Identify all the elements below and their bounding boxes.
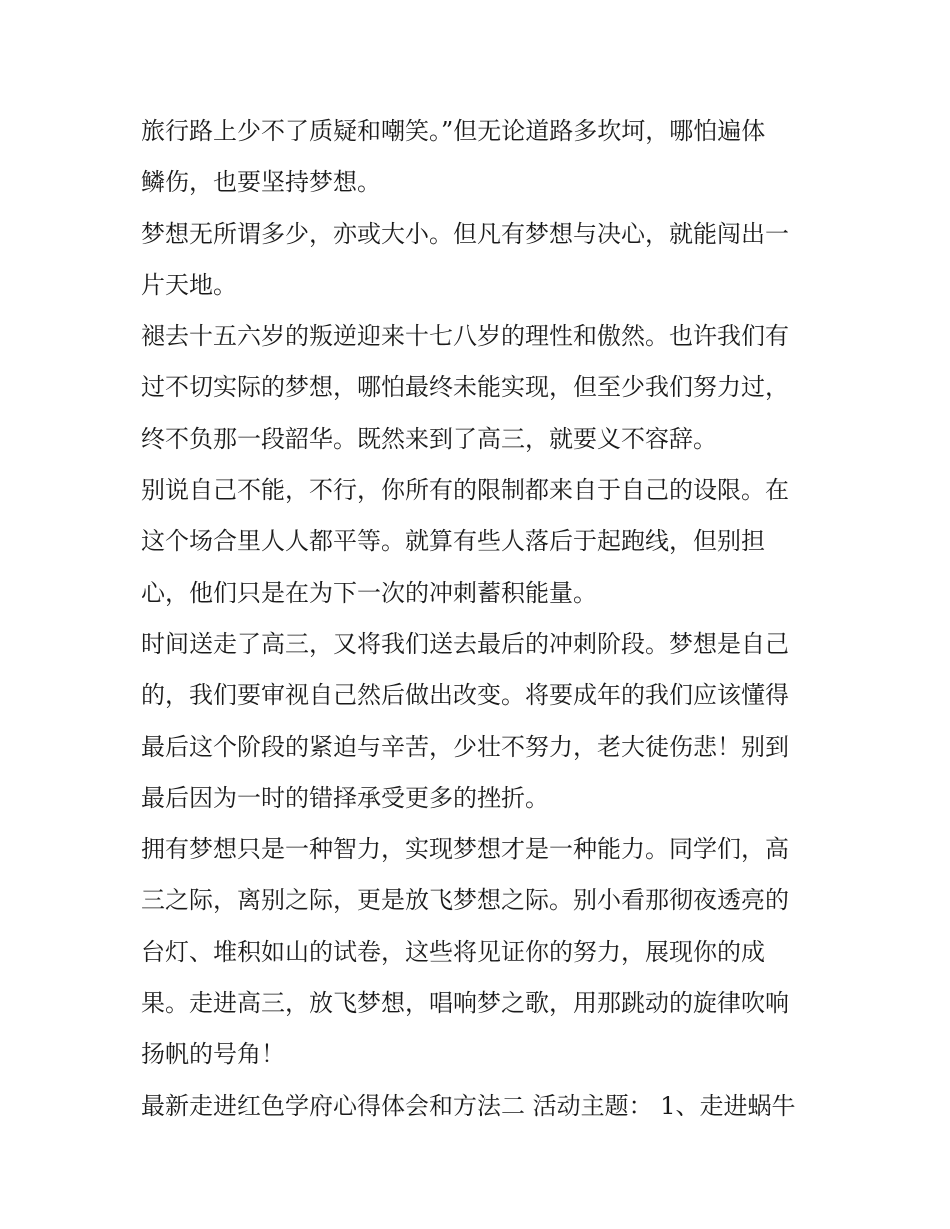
text-line: 的，我们要审视自己然后做出改变。将要成年的我们应该懂得: [141, 681, 789, 710]
text-line: 鳞伤，也要坚持梦想。: [141, 168, 381, 197]
text-line: 终不负那一段韶华。既然来到了高三，就要义不容辞。: [141, 424, 717, 453]
text-line: 梦想无所谓多少，亦或大小。但凡有梦想与决心，就能闯出一: [141, 219, 789, 248]
text-line: 褪去十五六岁的叛逆迎来十七八岁的理性和傲然。也许我们有: [141, 322, 789, 351]
text-line: 台灯、堆积如山的试卷，这些将见证你的努力，展现你的成: [141, 937, 765, 966]
text-line: 果。走进高三，放飞梦想，唱响梦之歌，用那跳动的旋律吹响: [141, 989, 789, 1018]
document-body: [141, 106, 821, 1132]
text-line: 拥有梦想只是一种智力，实现梦想才是一种能力。同学们，高: [141, 835, 789, 864]
text-line: 最后因为一时的错择承受更多的挫折。: [141, 783, 549, 812]
text-line: 扬帆的号角！: [141, 1040, 285, 1069]
text-line: 心，他们只是在为下一次的冲刺蓄积能量。: [141, 578, 597, 607]
text-line: 旅行路上少不了质疑和嘲笑。”但无论道路多坎坷，哪怕遍体: [141, 117, 766, 145]
text-line: 这个场合里人人都平等。就算有些人落后于起跑线，但别担: [141, 527, 765, 556]
text-line: 过不切实际的梦想，哪怕最终未能实现，但至少我们努力过，: [141, 373, 789, 402]
text-line: 三之际，离别之际，更是放飞梦想之际。别小看那彻夜透亮的: [141, 886, 789, 915]
text-line: 时间送走了高三，又将我们送去最后的冲刺阶段。梦想是自己: [141, 629, 789, 658]
text-line: 别说自己不能，不行，你所有的限制都来自于自己的设限。在: [141, 476, 789, 505]
text-line: 最新走进红色学府心得体会和方法二 活动主题： 1、走进蜗牛: [141, 1091, 796, 1120]
text-line: 片天地。: [141, 270, 237, 299]
text-line: 最后这个阶段的紧迫与辛苦，少壮不努力，老大徒伤悲！别到: [141, 732, 789, 761]
